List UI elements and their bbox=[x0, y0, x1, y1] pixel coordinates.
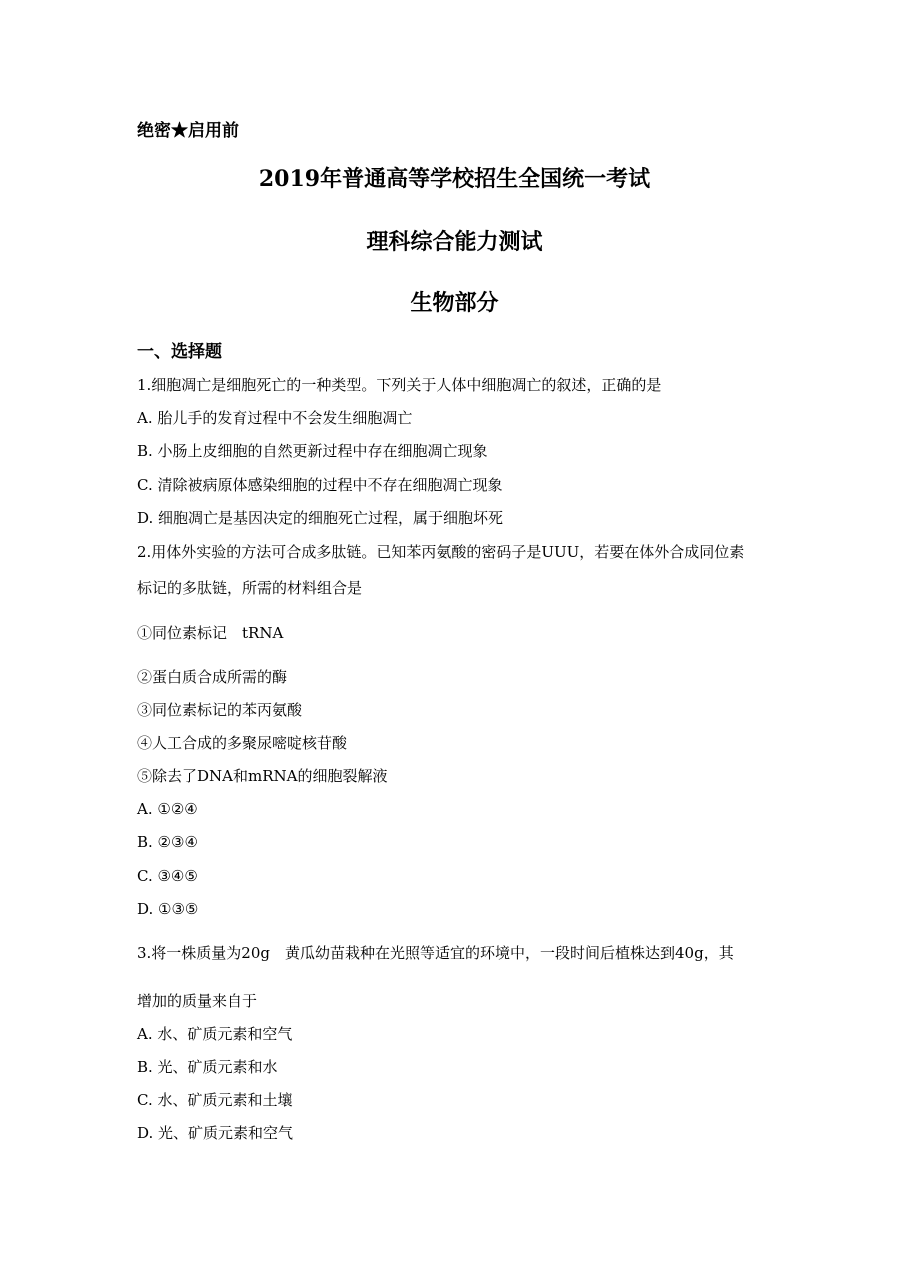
question-2-material-5: ⑤除去了DNA和mRNA的细胞裂解液 bbox=[137, 767, 388, 785]
question-1-option-b: B. 小肠上皮细胞的自然更新过程中存在细胞凋亡现象 bbox=[137, 442, 488, 460]
question-2-material-1: ①同位素标记 tRNA bbox=[137, 624, 284, 642]
question-2-option-a: A. ①②④ bbox=[137, 800, 198, 818]
question-3-stem-line-2: 增加的质量来自于 bbox=[137, 992, 258, 1010]
question-3-option-b: B. 光、矿质元素和水 bbox=[137, 1058, 278, 1076]
subject-title: 理科综合能力测试 bbox=[366, 229, 543, 255]
question-1-option-c: C. 清除被病原体感染细胞的过程中不存在细胞凋亡现象 bbox=[137, 476, 503, 494]
part-title: 生物部分 bbox=[410, 290, 499, 316]
exam-title: 2019年普通高等学校招生全国统一考试 bbox=[258, 166, 651, 192]
question-1-option-d: D. 细胞凋亡是基因决定的细胞死亡过程，属于细胞坏死 bbox=[137, 509, 504, 527]
question-3-option-d: D. 光、矿质元素和空气 bbox=[137, 1124, 294, 1142]
question-3-option-a: A. 水、矿质元素和空气 bbox=[137, 1025, 293, 1043]
question-2-option-c: C. ③④⑤ bbox=[137, 867, 198, 885]
question-2-material-3: ③同位素标记的苯丙氨酸 bbox=[137, 701, 303, 719]
question-3-option-c: C. 水、矿质元素和土壤 bbox=[137, 1091, 293, 1109]
question-2-material-4: ④人工合成的多聚尿嘧啶核苷酸 bbox=[137, 734, 348, 752]
question-2-stem-line-2: 标记的多肽链，所需的材料组合是 bbox=[137, 579, 363, 597]
section-heading: 一、选择题 bbox=[137, 342, 222, 362]
question-2-material-2: ②蛋白质合成所需的酶 bbox=[137, 668, 288, 686]
question-2-stem-line-1: 2.用体外实验的方法可合成多肽链。已知苯丙氨酸的密码子是UUU，若要在体外合成同位素 bbox=[137, 543, 745, 561]
question-2-option-d: D. ①③⑤ bbox=[137, 900, 199, 918]
question-1-stem: 1.细胞凋亡是细胞死亡的一种类型。下列关于人体中细胞凋亡的叙述，正确的是 bbox=[137, 376, 662, 394]
question-3-stem-line-1: 3.将一株质量为20g 黄瓜幼苗栽种在光照等适宜的环境中，一段时间后植株达到40g，其 bbox=[137, 944, 734, 962]
confidential-label: 绝密★启用前 bbox=[137, 121, 239, 141]
question-2-option-b: B. ②③④ bbox=[137, 833, 198, 851]
question-1-option-a: A. 胎儿手的发育过程中不会发生细胞凋亡 bbox=[137, 409, 413, 427]
